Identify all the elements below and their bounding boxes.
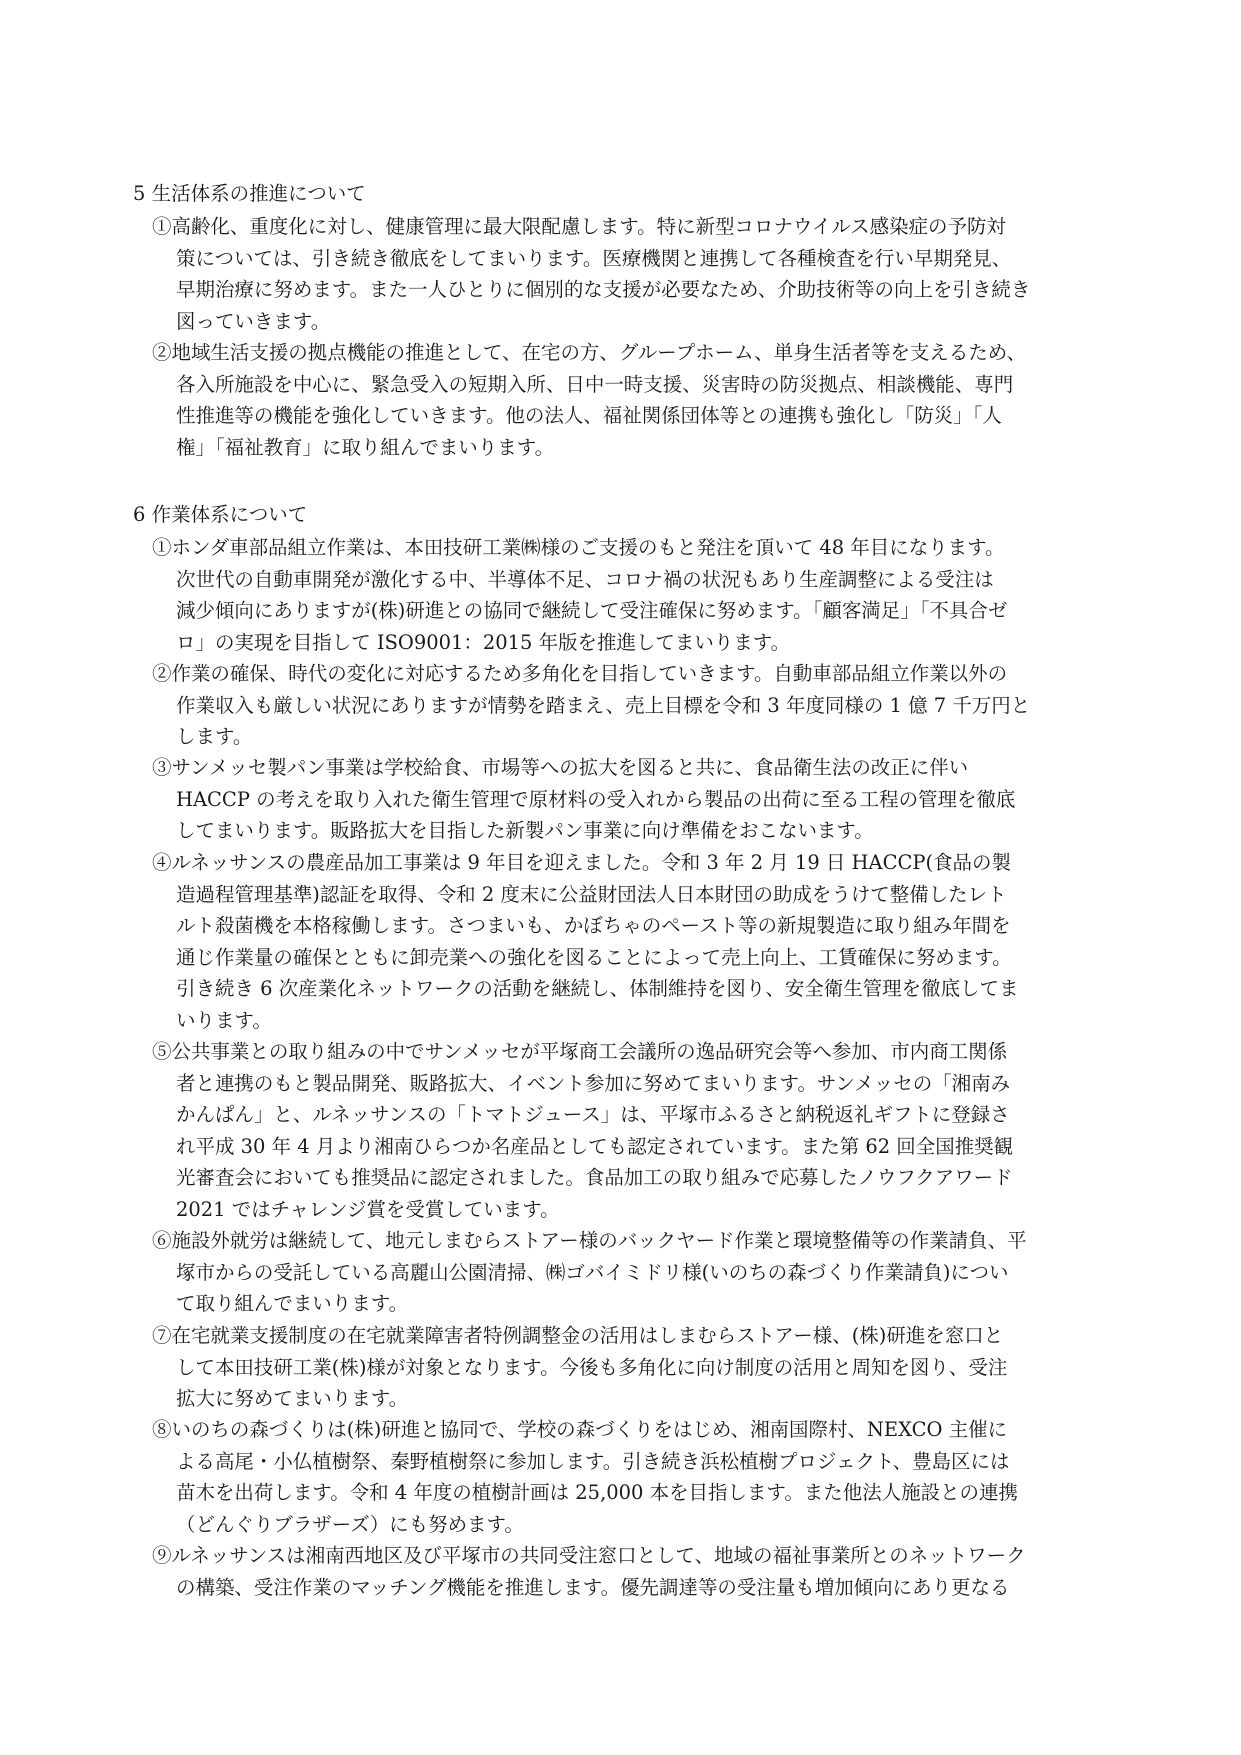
section-heading: 6 作業体系について bbox=[133, 503, 308, 526]
text-line: 光審査会においても推奨品に認定されました。食品加工の取り組みで応募したノウフクアワード bbox=[176, 1166, 1013, 1189]
list-item bbox=[152, 847, 1152, 1036]
text-line: 図っていきます。 bbox=[176, 309, 331, 333]
text-line: 次世代の自動車開発が激化する中、半導体不足、コロナ禍の状況もあり生産調整による受注は bbox=[176, 567, 994, 591]
text-line: 苗木を出荷します。令和 4 年度の植樹計画は 25,000 本を目指します。また他法人施設との連携 bbox=[176, 1481, 1018, 1504]
text-line: 引き続き 6 次産業化ネットワークの活動を継続し、体制維持を図り、安全衛生管理を徹底してま bbox=[176, 977, 1019, 1000]
text-line: ①ホンダ車部品組立作業は、本田技研工業㈱様のご支援のもと発注を頂いて 48 年目になります。 bbox=[152, 536, 1005, 559]
list-item bbox=[152, 1414, 1152, 1540]
text-line: かんぱん」と、ルネッサンスの「トマトジュース」は、平塚市ふるさと納税返礼ギフトに登録さ bbox=[176, 1103, 1010, 1126]
list-item bbox=[152, 752, 1152, 847]
list-item bbox=[152, 337, 1152, 463]
text-line: 通じ作業量の確保とともに卸売業への強化を図ることによって売上向上、工賃確保に努めます。 bbox=[176, 945, 1012, 969]
text-line: （どんぐりブラザーズ）にも努めます。 bbox=[176, 1512, 524, 1536]
text-line: 権」「福祉教育」に取り組んでまいります。 bbox=[176, 435, 555, 459]
text-line: します。 bbox=[176, 725, 253, 748]
text-line: て取り組んでまいります。 bbox=[176, 1292, 409, 1315]
list-item bbox=[152, 211, 1152, 337]
text-line: よる高尾・小仏植樹祭、秦野植樹祭に参加します。引き続き浜松植樹プロジェクト、豊島区には bbox=[176, 1449, 1010, 1473]
text-line: ②地域生活支援の拠点機能の推進として、在宅の方、グループホーム、単身生活者等を支えるため、 bbox=[152, 341, 1026, 364]
text-line: してまいります。販路拡大を目指した新製パン事業に向け準備をおこないます。 bbox=[176, 819, 874, 842]
list-item bbox=[152, 1540, 1152, 1603]
text-line: ④ルネッサンスの農産品加工事業は 9 年目を迎えました。令和 3 年 2 月 19 日 HACCP(食品の製 bbox=[152, 851, 1011, 874]
text-line: 策については、引き続き徹底をしてまいります。医療機関と連携して各種検査を行い早期発見、 bbox=[176, 246, 1012, 270]
text-line: ⑤公共事業との取り組みの中でサンメッセが平塚商工会議所の逸品研究会等へ参加、市内商工関係 bbox=[152, 1040, 1008, 1063]
text-line: 性推進等の機能を強化していきます。他の法人、福祉関係団体等との連携も強化し「防災」「人 bbox=[176, 404, 1002, 427]
text-line: HACCP の考えを取り入れた衛生管理で原材料の受入れから製品の出荷に至る工程の管理を徹底 bbox=[176, 787, 1016, 811]
list-item bbox=[152, 1320, 1152, 1415]
text-line: 減少傾向にありますが(株)研進との協同で継続して受注確保に努めます。「顧客満足」「不具合ゼ bbox=[176, 599, 1008, 622]
text-line: 造過程管理基準)認証を取得、令和 2 度末に公益財団法人日本財団の助成をうけて整備したレト bbox=[176, 882, 1007, 906]
text-line: 塚市からの受託している高麗山公園清掃、㈱ゴバイミドリ様(いのちの森づくり作業請負)につい bbox=[176, 1260, 1009, 1284]
text-line: 早期治療に努めます。また一人ひとりに個別的な支援が必要なため、介助技術等の向上を引き続き bbox=[176, 278, 1031, 301]
text-line: ⑥施設外就労は継続して、地元しまむらストアー様のバックヤード作業と環境整備等の作業請負、平 bbox=[152, 1229, 1027, 1252]
text-line: ⑧いのちの森づくりは(株)研進と協同で、学校の森づくりをはじめ、湘南国際村、NEXCO 主催に bbox=[152, 1418, 1008, 1441]
text-line: の構築、受注作業のマッチング機能を推進します。優先調達等の受注量も増加傾向にあり更なる bbox=[176, 1575, 1010, 1599]
section-heading: 5 生活体系の推進について bbox=[133, 182, 366, 205]
text-line: ロ」の実現を目指して ISO9001：2015 年版を推進してまいります。 bbox=[176, 630, 791, 654]
text-line: いります。 bbox=[176, 1008, 272, 1032]
text-line: 者と連携のもと製品開発、販路拡大、イベント参加に努めてまいります。サンメッセの「湘南み bbox=[176, 1071, 1011, 1095]
text-line: ③サンメッセ製パン事業は学校給食、市場等への拡大を図ると共に、食品衛生法の改正に伴い bbox=[152, 756, 969, 779]
list-item bbox=[152, 658, 1152, 753]
text-line: ②作業の確保、時代の変化に対応するため多角化を目指していきます。自動車部品組立作業以外の bbox=[152, 662, 1008, 685]
text-line: れ平成 30 年 4 月より湘南ひらつか名産品としても認定されています。また第 62 回全国推奨観 bbox=[176, 1134, 1014, 1158]
text-line: 作業収入も厳しい状況にありますが情勢を踏まえ、売上目標を令和 3 年度同様の 1 億 7 千万円と bbox=[176, 693, 1031, 717]
list-item bbox=[152, 532, 1152, 658]
text-line: ⑨ルネッサンスは湘南西地区及び平塚市の共同受注窓口として、地域の福祉事業所とのネットワーク bbox=[152, 1544, 1026, 1567]
list-item bbox=[152, 1036, 1152, 1225]
text-line: 2021 ではチャレンジ賞を受賞しています。 bbox=[176, 1197, 560, 1221]
text-line: ⑦在宅就業支援制度の在宅就業障害者特例調整金の活用はしまむらストアー様、(株)研進を窓口と bbox=[152, 1324, 1004, 1347]
list-item bbox=[152, 1225, 1152, 1320]
text-line: 拡大に努めてまいります。 bbox=[176, 1387, 409, 1410]
text-line: 各入所施設を中心に、緊急受入の短期入所、日中一時支援、災害時の防災拠点、相談機能、専門 bbox=[176, 372, 1014, 396]
text-line: して本田技研工業(株)様が対象となります。今後も多角化に向け制度の活用と周知を図り、受注 bbox=[176, 1355, 1008, 1379]
text-line: ①高齢化、重度化に対し、健康管理に最大限配慮します。特に新型コロナウイルス感染症の予防対 bbox=[152, 215, 1006, 238]
text-line: ルト殺菌機を本格稼働します。さつまいも、かぼちゃのペースト等の新規製造に取り組み年間を bbox=[176, 914, 1011, 937]
